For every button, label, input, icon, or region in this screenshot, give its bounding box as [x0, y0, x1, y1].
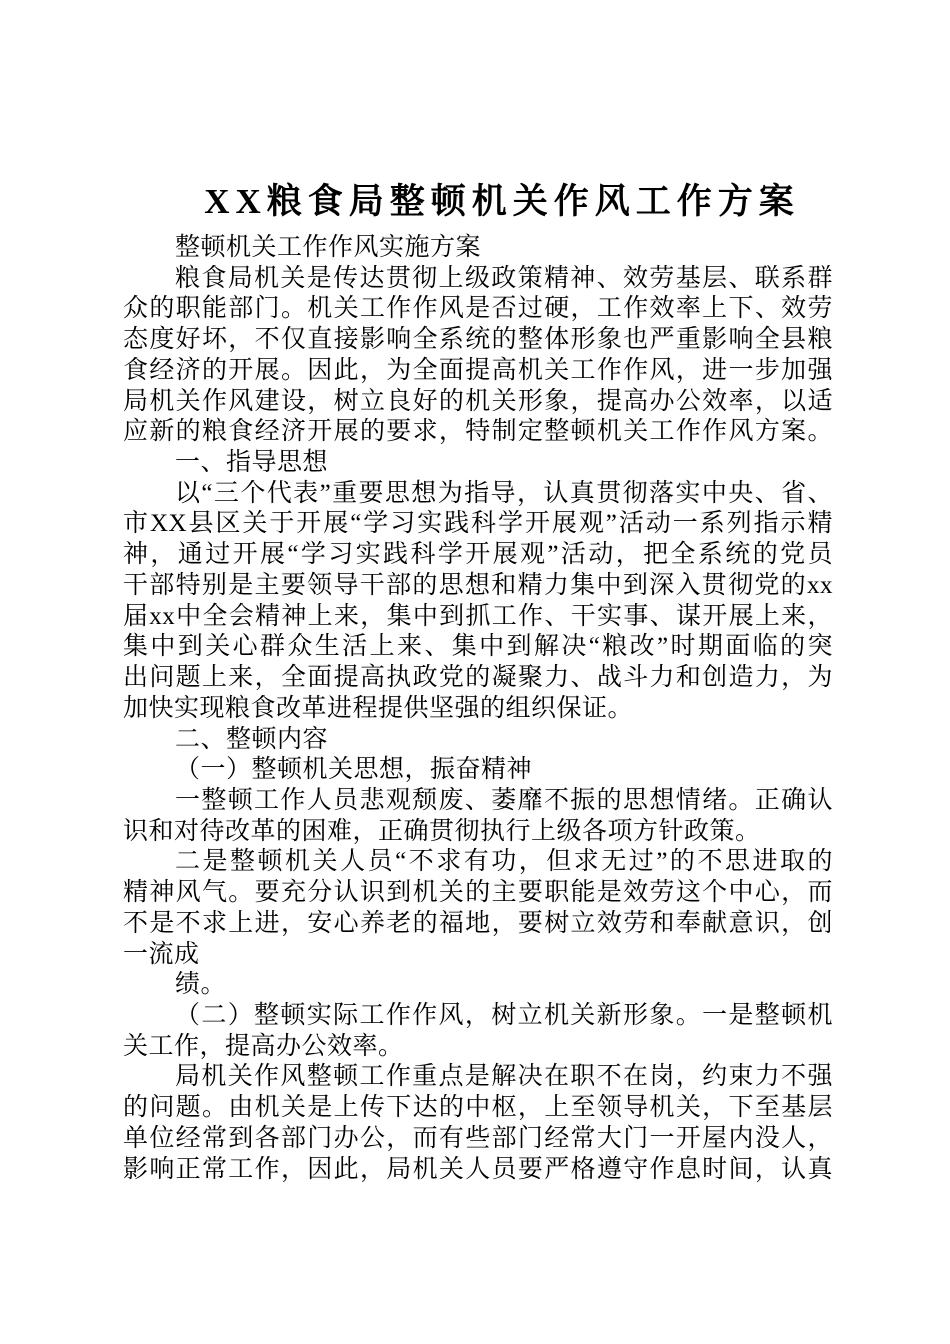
text-line: 一整顿工作人员悲观颓废、萎靡不振的思想情绪。正确认 — [175, 786, 833, 814]
text-line: 众的职能部门。机关工作作风是否过硬，工作效率上下、效劳 — [123, 295, 833, 323]
text-line: 干部特别是主要领导干部的思想和精力集中到深入贯彻党的xx — [123, 571, 833, 599]
text-line: 二是整顿机关人员“不求有功，但求无过”的不思进取的 — [175, 848, 833, 876]
text-line: 单位经常到各部门办公，而有些部门经常大门一开屋内没人， — [123, 1124, 833, 1152]
text-line: 整顿机关工作作风实施方案 — [175, 234, 482, 261]
text-line: 以“三个代表”重要思想为指导，认真贯彻落实中央、省、 — [175, 479, 833, 507]
text-line: 局机关作风建设，树立良好的机关形象，提高办公效率，以适 — [123, 387, 833, 415]
text-line: （一）整顿机关思想，振奋精神 — [175, 756, 533, 784]
document-title: XX粮食局整顿机关作风工作方案 — [204, 182, 800, 221]
document-body — [123, 233, 833, 1185]
text-line: （二）整顿实际工作作风，树立机关新形象。一是整顿机 — [175, 1001, 833, 1029]
text-line: 食经济的开展。因此，为全面提高机关工作作风，进一步加强 — [123, 356, 833, 384]
text-line: 一、指导思想 — [175, 449, 329, 477]
text-line: 关工作，提高办公效率。 — [123, 1032, 404, 1060]
text-line: 应新的粮食经济开展的要求，特制定整顿机关工作作风方案。 — [123, 418, 833, 446]
text-line: 二、整顿内容 — [175, 725, 329, 753]
text-line: 不是不求上进，安心养老的福地，要树立效劳和奉献意识，创 — [123, 909, 833, 937]
text-line: 加快实现粮食改革进程提供坚强的组织保证。 — [123, 694, 634, 722]
text-line: 态度好坏，不仅直接影响全系统的整体形象也严重影响全县粮 — [123, 326, 833, 354]
text-line: 局机关作风整顿工作重点是解决在职不在岗，约束力不强 — [175, 1063, 833, 1091]
text-line: 精神风气。要充分认识到机关的主要职能是效劳这个中心，而 — [123, 879, 833, 907]
text-line: 届xx中全会精神上来，集中到抓工作、干实事、谋开展上来， — [123, 602, 833, 630]
text-line: 的问题。由机关是上传下达的中枢，上至领导机关，下至基层 — [123, 1094, 833, 1122]
text-line: 影响正常工作，因此，局机关人员要严格遵守作息时间，认真 — [123, 1155, 833, 1183]
text-line: 识和对待改革的困难，正确贯彻执行上级各项方针政策。 — [123, 817, 761, 845]
text-line: 一流成 — [123, 940, 200, 968]
text-line: 神，通过开展“学习实践科学开展观”活动，把全系统的党员 — [123, 541, 833, 569]
text-line: 粮食局机关是传达贯彻上级政策精神、效劳基层、联系群 — [175, 264, 833, 292]
document-content — [123, 176, 833, 1185]
text-line: 出问题上来，全面提高执政党的凝聚力、战斗力和创造力，为 — [123, 664, 833, 692]
text-line: 市XX县区关于开展“学习实践科学开展观”活动一系列指示精 — [123, 510, 833, 538]
text-line: 集中到关心群众生活上来、集中到解决“粮改”时期面临的突 — [123, 633, 833, 661]
text-line: 绩。 — [175, 971, 227, 999]
